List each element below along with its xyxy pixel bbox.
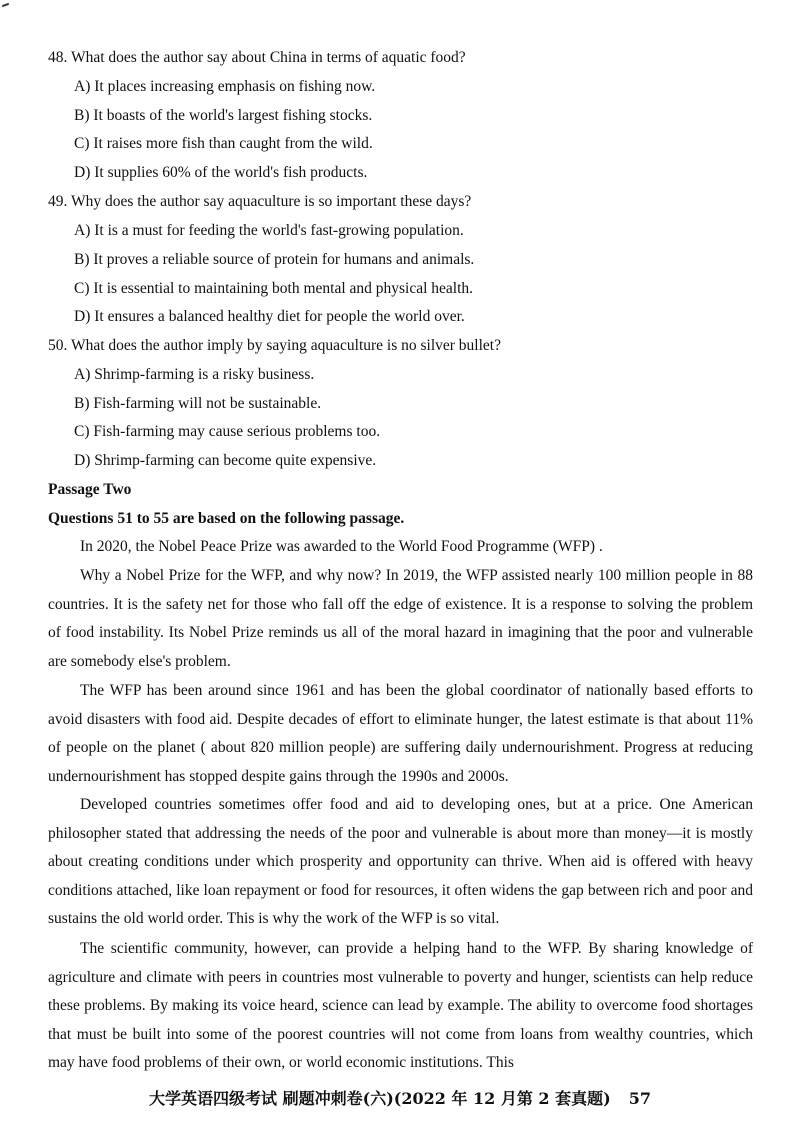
- passage-paragraph-1: In 2020, the Nobel Peace Prize was awarded to the World Food Programme (WFP) .: [80, 538, 603, 555]
- question-50-option-c: C) Fish-farming may cause serious problems too.: [74, 423, 381, 440]
- passage-paragraph-2: Why a Nobel Prize for the WFP, and why now? In 2019, the WFP assisted nearly 100 million people in 88 countries. It is the safety net for those who fall off the edge of existence. It is a response to solving the problem of food instability. Its Nobel Prize reminds us all of the moral hazard in imagining that the poor and vulnerable are somebody else's problem.: [48, 567, 753, 670]
- question-48-option-d: D) It supplies 60% of the world's fish products.: [74, 164, 368, 181]
- passage-paragraph-4: Developed countries sometimes offer food and aid to developing ones, but at a price. One American philosopher stated that addressing the needs of the poor and vulnerable is about more than money—it is mostly about creating conditions under which prosperity and opportunity can thrive. When aid is offered with heavy conditions attached, like loan repayment or food for resources, it often widens the gap between rich and poor and sustains the old world order. This is why the work of the WFP is so vital.: [48, 796, 753, 928]
- corner-scan-mark: [2, 3, 9, 7]
- passage-instruction: Questions 51 to 55 are based on the following passage.: [48, 510, 405, 527]
- question-50-stem: 50. What does the author imply by saying aquaculture is no silver bullet?: [48, 337, 501, 354]
- question-49-option-a: A) It is a must for feeding the world's fast-growing population.: [74, 222, 464, 239]
- question-48-option-c: C) It raises more fish than caught from the wild.: [74, 135, 373, 152]
- question-49-option-c: C) It is essential to maintaining both mental and physical health.: [74, 280, 474, 297]
- footer-title: 大学英语四级考试 刷题冲刺卷(六)(2022 年 12 月第 2 套真题): [149, 1089, 611, 1108]
- page-number: 57: [628, 1089, 651, 1108]
- question-50-option-d: D) Shrimp-farming can become quite expensive.: [74, 452, 377, 469]
- question-49-option-d: D) It ensures a balanced healthy diet for people the world over.: [74, 308, 465, 325]
- question-49-stem: 49. Why does the author say aquaculture is so important these days?: [48, 193, 472, 210]
- question-48-option-a: A) It places increasing emphasis on fishing now.: [74, 78, 376, 95]
- passage-paragraph-5: The scientific community, however, can provide a helping hand to the WFP. By sharing knowledge of agriculture and climate with peers in countries most vulnerable to poverty and hunger, scientists can help reduce these problems. By making its voice heard, science can lead by example. The ability to overcome food shortages that must be built into some of the poorest countries will not come from loans from wealthy countries, which may have food problems of their own, or world economic institutions. This: [48, 940, 753, 1072]
- passage-heading: Passage Two: [48, 481, 132, 498]
- question-48-option-b: B) It boasts of the world's largest fishing stocks.: [74, 107, 373, 124]
- question-50-option-a: A) Shrimp-farming is a risky business.: [74, 366, 315, 383]
- question-50-option-b: B) Fish-farming will not be sustainable.: [74, 395, 322, 412]
- question-48-stem: 48. What does the author say about China in terms of aquatic food?: [48, 49, 466, 66]
- question-49-option-b: B) It proves a reliable source of protein for humans and animals.: [74, 251, 475, 268]
- passage-paragraph-3: The WFP has been around since 1961 and has been the global coordinator of nationally based efforts to avoid disasters with food aid. Despite decades of effort to eliminate hunger, the latest estimate is that about 11% of people on the planet ( about 820 million people) are suffering daily undernourishment. Progress at reducing undernourishment has stopped despite gains through the 1990s and 2000s.: [48, 682, 753, 785]
- page-footer: [0, 1086, 800, 1109]
